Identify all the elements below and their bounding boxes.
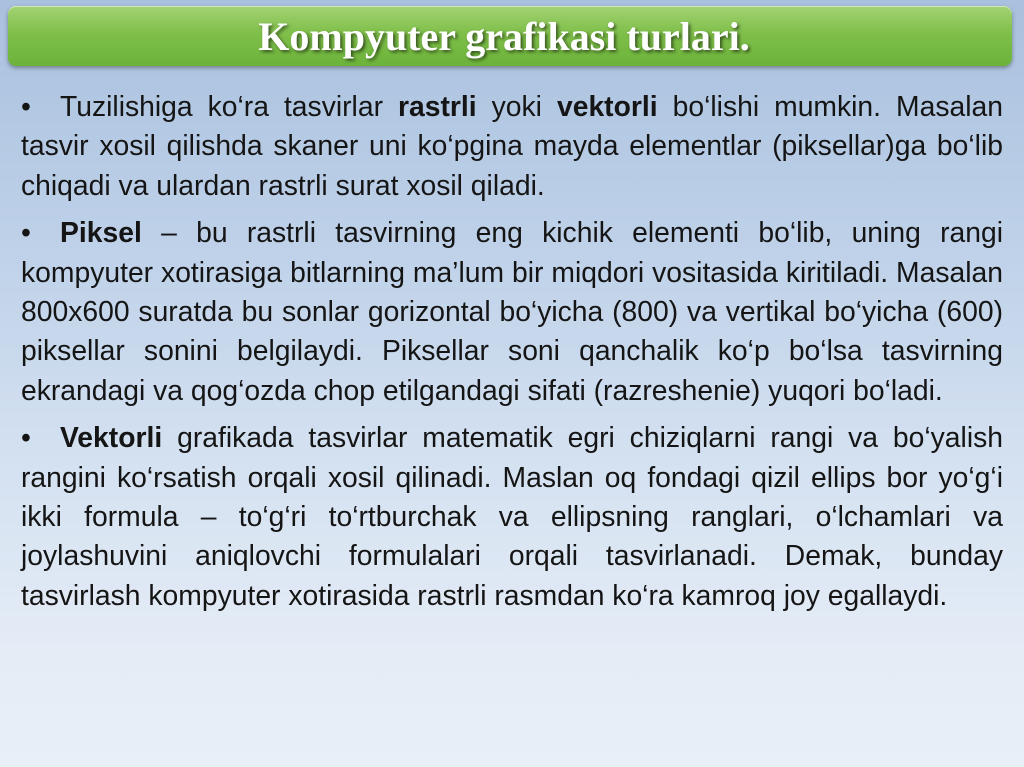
bold-term-piksel: Piksel	[60, 216, 142, 249]
title-bar	[8, 6, 1012, 66]
paragraph-raster-vector	[21, 87, 1003, 205]
bold-term-vektorli: Vektorli	[60, 421, 163, 454]
paragraph-piksel	[21, 213, 1003, 410]
bullet-point: •	[21, 421, 31, 454]
bullet-point: •	[21, 216, 31, 249]
text-run: – bu rastrli tasvirning eng kichik elementi bo‘lib, uning rangi kompyuter xotirasiga bitlarning ma’lum bir miqdori vositasida kiritiladi. Masalan 800x600 suratda bu sonlar gorizontal bo‘yicha (800) va vertikal bo‘yicha (600) piksellar sonini belgilaydi. Piksellar soni qanchalik ko‘p bo‘lsa tasvirning ekrandagi va qog‘ozda chop etilgandagi sifati (razreshenie) yuqori bo‘ladi.	[21, 216, 1003, 406]
text-run: yoki	[476, 90, 557, 122]
paragraph-vektorli	[21, 418, 1003, 615]
text-run: bo‘lishi mumkin. Masalan tasvir xosil qilishda skaner uni ko‘pgina mayda elementlar (piksellar)ga bo‘lib chiqadi va ulardan rastrli surat xosil qiladi.	[21, 90, 1003, 201]
bullet-point: •	[21, 90, 31, 122]
slide-title: Kompyuter grafikasi turlari.	[258, 13, 750, 59]
slide-body	[21, 87, 1003, 623]
text-run: grafikada tasvirlar matematik egri chiziqlarni rangi va bo‘yalish rangini ko‘rsatish orqali xosil qilinadi. Maslan oq fondagi qizil ellips bor yo‘g‘i ikki formula – to‘g‘ri to‘rtburchak va ellipsning ranglari, o‘lchamlari va joylashuvini aniqlovchi formulalari orqali tasvirlanadi. Demak, bunday tasvirlash kompyuter xotirasida rastrli rasmdan ko‘ra kamroq joy egallaydi.	[21, 421, 1003, 611]
bold-term-vektorli: vektorli	[556, 90, 658, 122]
bold-term-rastrli: rastrli	[398, 90, 477, 122]
text-run: Tuzilishiga ko‘ra tasvirlar	[60, 90, 398, 122]
